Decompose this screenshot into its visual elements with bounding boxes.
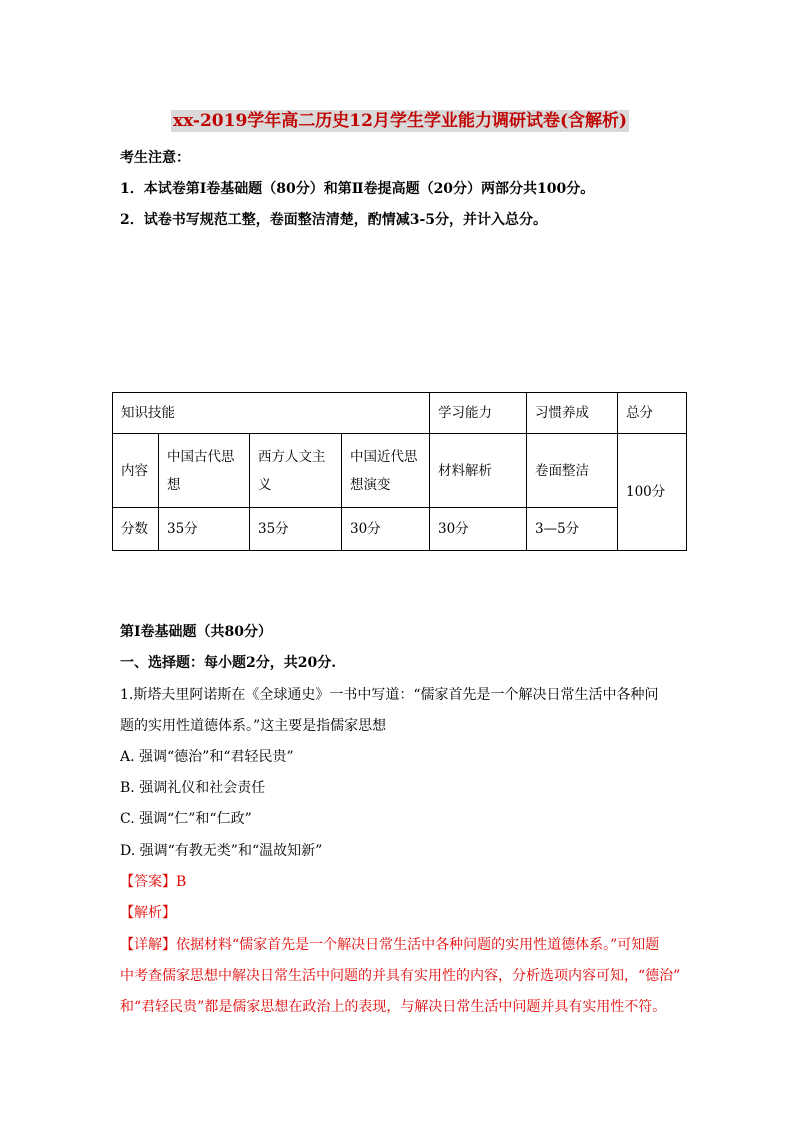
option-c: C. 强调“仁”和“仁政” <box>120 811 252 827</box>
notice-label: 考生注意： <box>120 150 190 166</box>
content-modern-thought: 中国近代思想演变 <box>342 434 430 508</box>
option-d: D. 强调“有教无类”和“温故知新” <box>120 843 323 859</box>
notice-item-1: 1．本试卷第Ⅰ卷基础题（80分）和第Ⅱ卷提高题（20分）两部分共100分。 <box>120 181 595 197</box>
question-type-heading: 一、选择题：每小题2分，共20分. <box>120 655 337 671</box>
score-3: 30分 <box>342 508 430 551</box>
option-a: A. 强调“德治”和“君轻民贵” <box>120 749 294 765</box>
total-score: 100分 <box>618 434 687 551</box>
header-knowledge-skills: 知识技能 <box>113 393 430 434</box>
option-b: B. 强调礼仪和社会责任 <box>120 780 266 796</box>
document-title: xx-2019学年高二历史12月学生学业能力调研试卷(含解析) <box>172 111 628 131</box>
content-western-humanism: 西方人文主义 <box>250 434 342 508</box>
header-habit: 习惯养成 <box>527 393 618 434</box>
score-table <box>112 392 687 551</box>
detail-line-1: 【详解】依据材料“儒家首先是一个解决日常生活中各种问题的实用性道德体系。”可知题 <box>120 937 660 953</box>
notice-item-2: 2．试卷书写规范工整，卷面整洁清楚，酌情减3-5分，并计入总分。 <box>120 212 548 228</box>
header-study-ability: 学习能力 <box>430 393 527 434</box>
question-stem-line-2: 题的实用性道德体系。”这主要是指儒家思想 <box>120 718 387 734</box>
score-2: 35分 <box>250 508 342 551</box>
score-5: 3—5分 <box>527 508 618 551</box>
row-label-content: 内容 <box>113 434 159 508</box>
content-material-analysis: 材料解析 <box>430 434 527 508</box>
content-neatness: 卷面整洁 <box>527 434 618 508</box>
header-total: 总分 <box>618 393 687 434</box>
content-ancient-thought: 中国古代思想 <box>159 434 250 508</box>
detail-line-3: 和“君轻民贵”都是儒家思想在政治上的表现，与解决日常生活中问题并具有实用性不符。 <box>120 999 667 1015</box>
score-4: 30分 <box>430 508 527 551</box>
detail-line-2: 中考查儒家思想中解决日常生活中问题的并具有实用性的内容，分析选项内容可知，“德治” <box>120 968 681 984</box>
analysis-label: 【解析】 <box>120 905 176 921</box>
question-stem-line-1: 1.斯塔夫里阿诺斯在《全球通史》一书中写道：“儒家首先是一个解决日常生活中各种问 <box>120 687 659 703</box>
answer-line: 【答案】B <box>120 874 187 890</box>
score-1: 35分 <box>159 508 250 551</box>
part1-heading: 第Ⅰ卷基础题（共80分） <box>120 624 273 640</box>
row-label-score: 分数 <box>113 508 159 551</box>
